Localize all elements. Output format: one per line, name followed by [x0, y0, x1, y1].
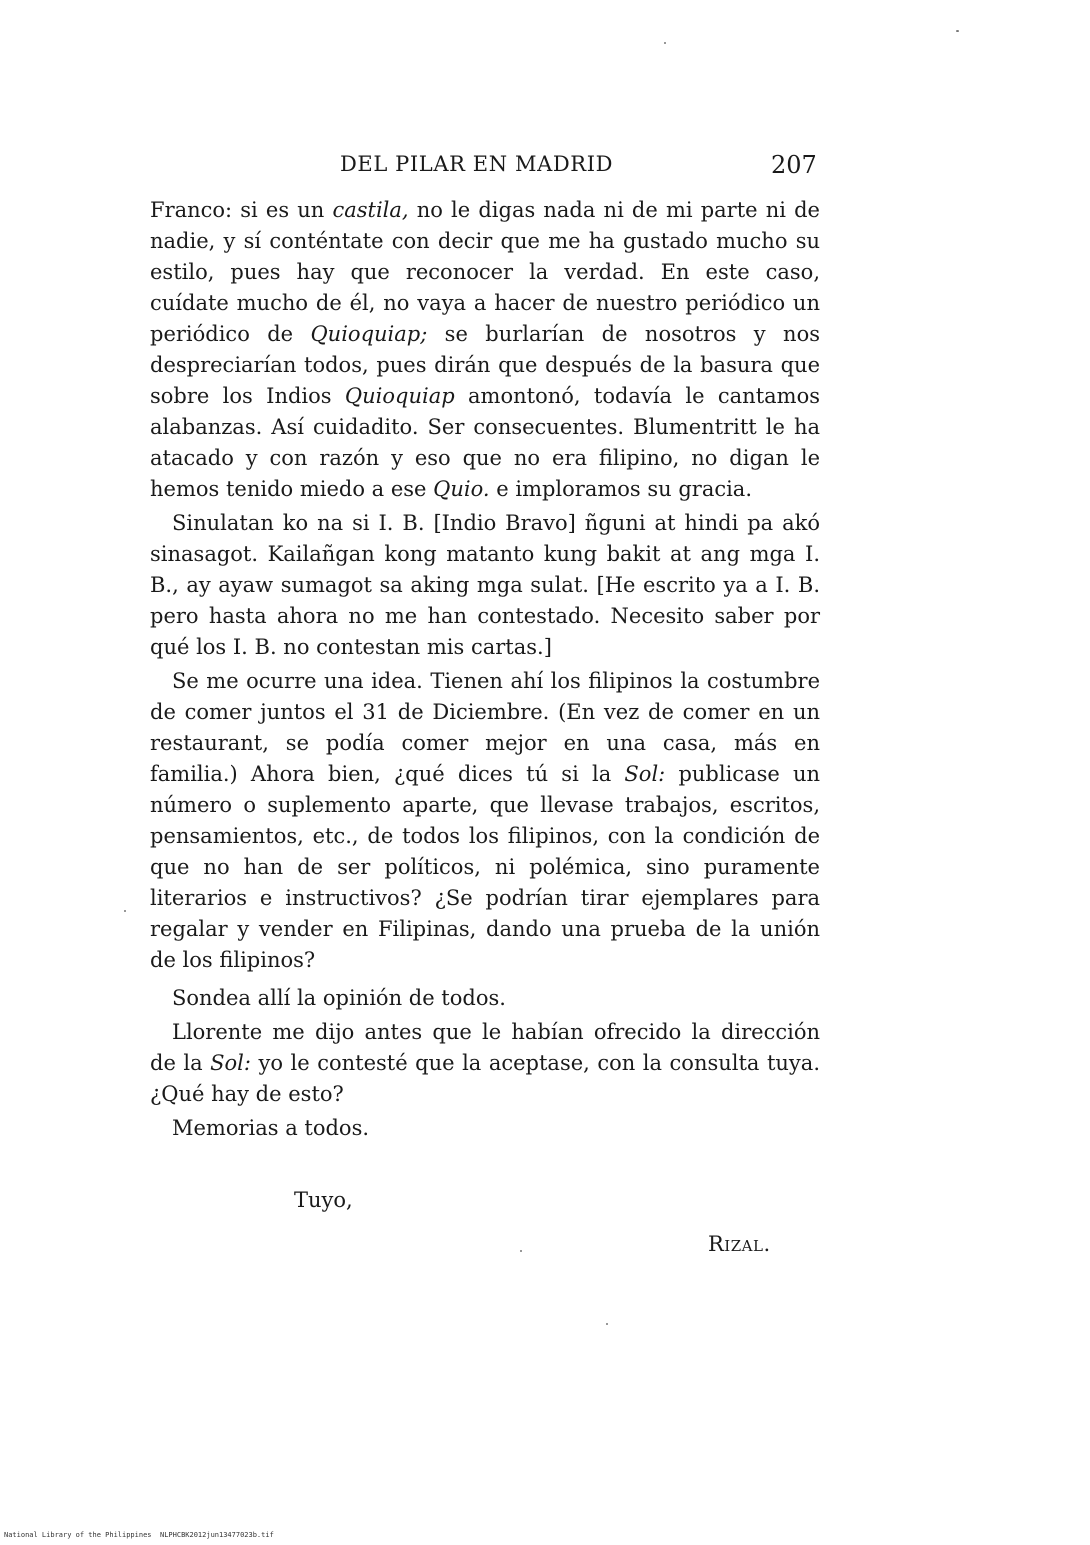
paragraph [150, 195, 820, 505]
scan-speck [664, 42, 666, 44]
scan-footer-library: National Library of the Philippines [4, 1531, 152, 1539]
text-run: e imploramos su gracia. [489, 477, 753, 501]
text-run: Franco: si es un [150, 198, 333, 222]
paragraph [150, 983, 820, 1014]
text-run: amontonó, todavía le cantamos alabanzas. Así cuidadito. Ser consecuentes. Blumentritt le ha atacado y con razón y eso que no era filipino, no digan le hemos tenido miedo a ese [150, 384, 820, 501]
letter-closing: Tuyo, [294, 1188, 353, 1212]
italic-text-run: Sol: [210, 1051, 251, 1075]
paragraph [150, 1113, 820, 1144]
page-number: 207 [771, 151, 817, 179]
paragraph [150, 1017, 820, 1110]
italic-text-run: Sol: [624, 762, 666, 786]
letter-body [150, 195, 820, 1144]
scan-speck [520, 1250, 522, 1252]
text-run: no le digas nada ni de mi parte ni de nadie, y sí conténtate con decir que me ha gustado mucho su estilo, pues hay que reconocer la verdad. En este caso, cuídate mucho de él, no vaya a hacer de nuestro periódico un periódico de [150, 198, 820, 346]
text-run: Sondea allí la opinión de todos. [172, 986, 506, 1010]
scan-footer-filename: NLPHCBK2012jun13477023b.tif [160, 1531, 274, 1539]
scan-speck [606, 1323, 608, 1325]
text-run: Memorias a todos. [172, 1116, 370, 1140]
scan-speck [956, 30, 959, 32]
scan-speck [124, 910, 126, 912]
text-run: yo le contesté que la aceptase, con la consulta tuya. ¿Qué hay de esto? [150, 1051, 820, 1106]
text-run: publicase un número o suplemento aparte, que llevase trabajos, escritos, pensamientos, etc., de todos los filipinos, con la condición de que no han de ser políticos, ni polémica, sino puramente literarios e instructivos? ¿Se podrían tirar ejemplares para regalar y vender en Filipinas, dando una prueba de la unión de los filipinos? [150, 762, 821, 972]
signature: Rizal. [708, 1232, 771, 1256]
running-header: DEL PILAR EN MADRID [340, 152, 614, 176]
italic-text-run: Quioquiap; [310, 322, 428, 346]
paragraph [150, 508, 820, 663]
text-run: se burlarían de nosotros y nos despreciarían todos, pues dirán que después de la basura que sobre los Indios [150, 322, 820, 408]
text-run: Se me ocurre una idea. Tienen ahí los filipinos la costumbre de comer juntos el 31 de Diciembre. (En vez de comer en un restaurant, se podía comer mejor en una casa, más en familia.) Ahora bien, ¿qué dices tú si la [150, 669, 820, 786]
italic-text-run: Quio. [433, 477, 490, 501]
italic-text-run: Quioquiap [344, 384, 455, 408]
paragraph [150, 666, 820, 976]
text-run: Sinulatan ko na si I. B. [Indio Bravo] ñguni at hindi pa akó sinasagot. Kailañgan kong matanto kung bakit at ang mga I. B., ay ayaw sumagot sa aking mga sulat. [He escrito ya a I. B. pero hasta ahora no me han contestado. Necesito saber por qué los I. B. no contestan mis cartas.] [150, 511, 820, 659]
italic-text-run: castila, [332, 198, 409, 222]
text-run: Llorente me dijo antes que le habían ofrecido la dirección de la [150, 1020, 820, 1075]
